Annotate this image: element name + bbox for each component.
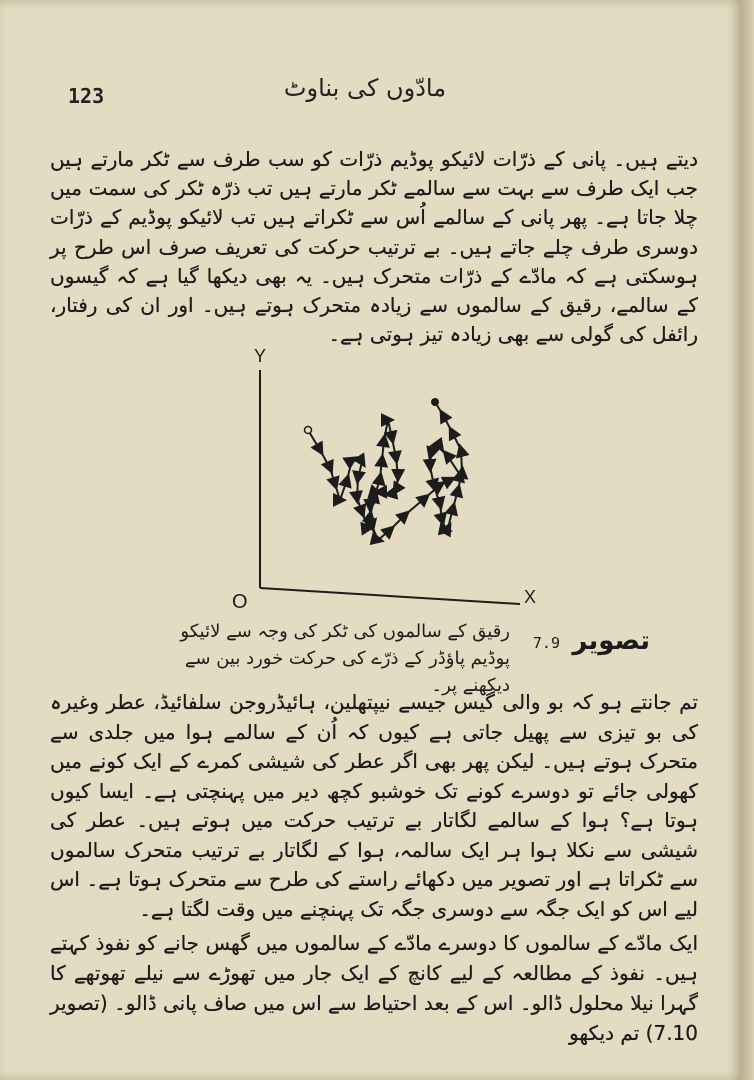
random-motion-diagram (210, 340, 550, 620)
paragraph-text: دیتے ہیں۔ پانی کے ذرّات لائیکو پوڈیم ذرّات کو سب طرف سے ٹکر مارتے ہیں جب ایک طرف سے بہت سے سالمے ٹکر مارتے ہیں تب ذرّہ ٹکر کی سمت میں چلا جاتا ہے۔ پھر پانی کے سالمے اُس سے ٹکراتے ہیں تب لائیکو پوڈیم کے ذرّات دوسری طرف چلے جاتے ہیں۔ بے ترتیب حرکت کی تعریف صرف اس طرح پر ہوسکتی ہے کہ مادّے کے ذرّات متحرک ہیں۔ یہ بھی دیکھا گیا ہے کہ گیسوں کے سالمے، رقیق کے سالموں سے زیادہ متحرک ہوتے ہیں۔ اور ان کی رفتار، رائفل کی گولی سے بھی زیادہ تیز ہوتی ہے۔ (50, 147, 698, 347)
paragraph-text: تم جانتے ہو کہ بو والی گیس جیسے نیپتھلین، ہائیڈروجن سلفائیڈ، عطر وغیرہ کی بو تیزی سے پھیل جاتی ہے کیوں کہ اُن کے سالمے ہوا میں جلدی سے متحرک ہوتے ہیں۔ لیکن پھر بھی اگر عطر کی شیشی کمرے کے ایک کونے میں کھولی جائے تو دوسرے کونے تک خوشبو کچھ دیر میں پہنچتی ہے۔ ایسا کیوں ہوتا ہے؟ ہوا کے سالمے لگاتار بے ترتیب حرکت میں ہوتے ہیں۔ عطر کی شیشی سے نکلا ہوا ہر ایک سالمہ، ہوا کے لگاتار بے ترتیب متحرک سالموں سے ٹکراتا ہے اور تصویر میں دکھائے راستے کی طرح سے متحرک ہوتا ہے۔ اس لیے اس کو ایک جگہ سے دوسری جگہ تک پہنچنے میں وقت لگتا ہے۔ (50, 690, 698, 921)
paragraph-text: ایک مادّے کے سالموں کا دوسرے مادّے کے سالموں میں گھس جانے کو نفوذ کہتے ہیں۔ نفوذ کے مطالعہ کے لیے کانچ کے ایک جار میں تھوڑے سے نیلے تھوتھے کا گہرا نیلا محلول ڈالو۔ اس کے بعد احتیاط سے اس میں صاف پانی ڈالو۔ (تصویر 7.10) تم دیکھو (50, 931, 698, 1045)
chapter-title: مادّوں کی بناوٹ (283, 74, 447, 102)
figure-7-9 (210, 340, 550, 620)
paragraph-1 (50, 145, 698, 349)
caption-number: 7.9 (532, 634, 560, 652)
page-number: 123 (68, 84, 105, 108)
y-axis-label: Y (254, 346, 267, 366)
x-axis-label: X (524, 587, 537, 607)
caption-text: رقیق کے سالموں کی ٹکر کی وجہ سے لائیکو پوڈیم پاؤڈر کے ذرّے کی حرکت خورد بین سے دیکھنے پر۔ (180, 621, 510, 696)
paragraph-3 (50, 928, 698, 1048)
path-start-point (305, 427, 312, 434)
origin-label: O (232, 591, 248, 613)
caption-label: تصویر (572, 626, 650, 656)
path-end-point (431, 398, 439, 406)
page-header (60, 74, 670, 114)
x-axis (260, 588, 520, 604)
book-spine-edge (740, 0, 754, 1080)
particle-path (308, 402, 462, 540)
paragraph-2 (50, 688, 698, 924)
